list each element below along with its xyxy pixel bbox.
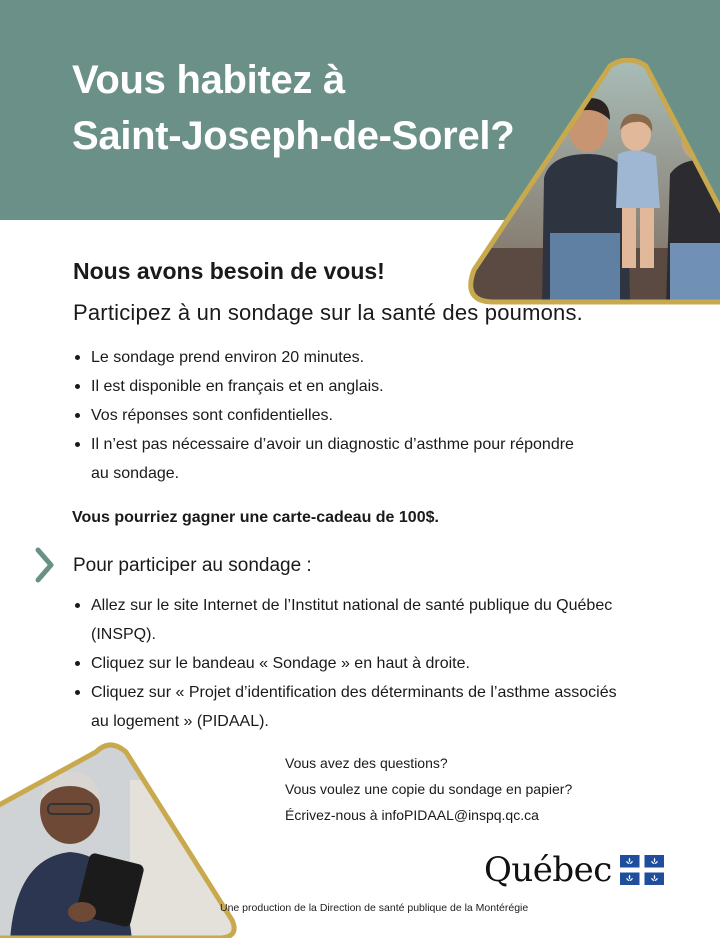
contact-line: Vous avez des questions? <box>285 755 448 771</box>
list-item: Vos réponses sont confidentielles. <box>73 401 593 430</box>
list-item: Cliquez sur « Projet d’identification des déterminants de l’asthme associés au logement » (PIDAAL). <box>73 678 633 736</box>
list-item: Il est disponible en français et en anglais. <box>73 372 593 401</box>
quebec-logo <box>484 850 664 890</box>
footer-credit: Une production de la Direction de santé publique de la Montérégie <box>220 902 529 914</box>
prize-text: Vous pourriez gagner une carte-cadeau de 100$. <box>72 509 439 526</box>
list-item: Le sondage prend environ 20 minutes. <box>73 343 593 372</box>
survey-facts-list <box>73 343 593 488</box>
list-item: Allez sur le site Internet de l’Institut national de santé publique du Québec (INSPQ). <box>73 591 633 649</box>
contact-block <box>285 750 572 828</box>
senior-photo <box>0 740 240 938</box>
contact-email-line: Écrivez-nous à infoPIDAAL@inspq.qc.ca <box>285 807 539 823</box>
participate-heading: Pour participer au sondage : <box>73 555 312 576</box>
list-item: Il n’est pas nécessaire d’avoir un diagnostic d’asthme pour répondre au sondage. <box>73 430 593 488</box>
headline-line-1: Vous habitez à <box>72 58 345 102</box>
list-item: Cliquez sur le bandeau « Sondage » en haut à droite. <box>73 649 633 678</box>
family-photo <box>460 58 720 308</box>
intro-heading: Nous avons besoin de vous! <box>73 258 385 284</box>
headline-line-2: Saint-Joseph-de-Sorel? <box>72 114 515 158</box>
intro-subheading: Participez à un sondage sur la santé des poumons. <box>73 300 583 325</box>
chevron-right-icon <box>34 546 56 584</box>
headline <box>72 52 514 164</box>
fleur-de-lis-flag-icon <box>620 855 664 885</box>
contact-line: Vous voulez une copie du sondage en papier? <box>285 781 573 797</box>
logo-wordmark: Québec <box>484 850 612 890</box>
participation-steps-list <box>73 591 633 736</box>
